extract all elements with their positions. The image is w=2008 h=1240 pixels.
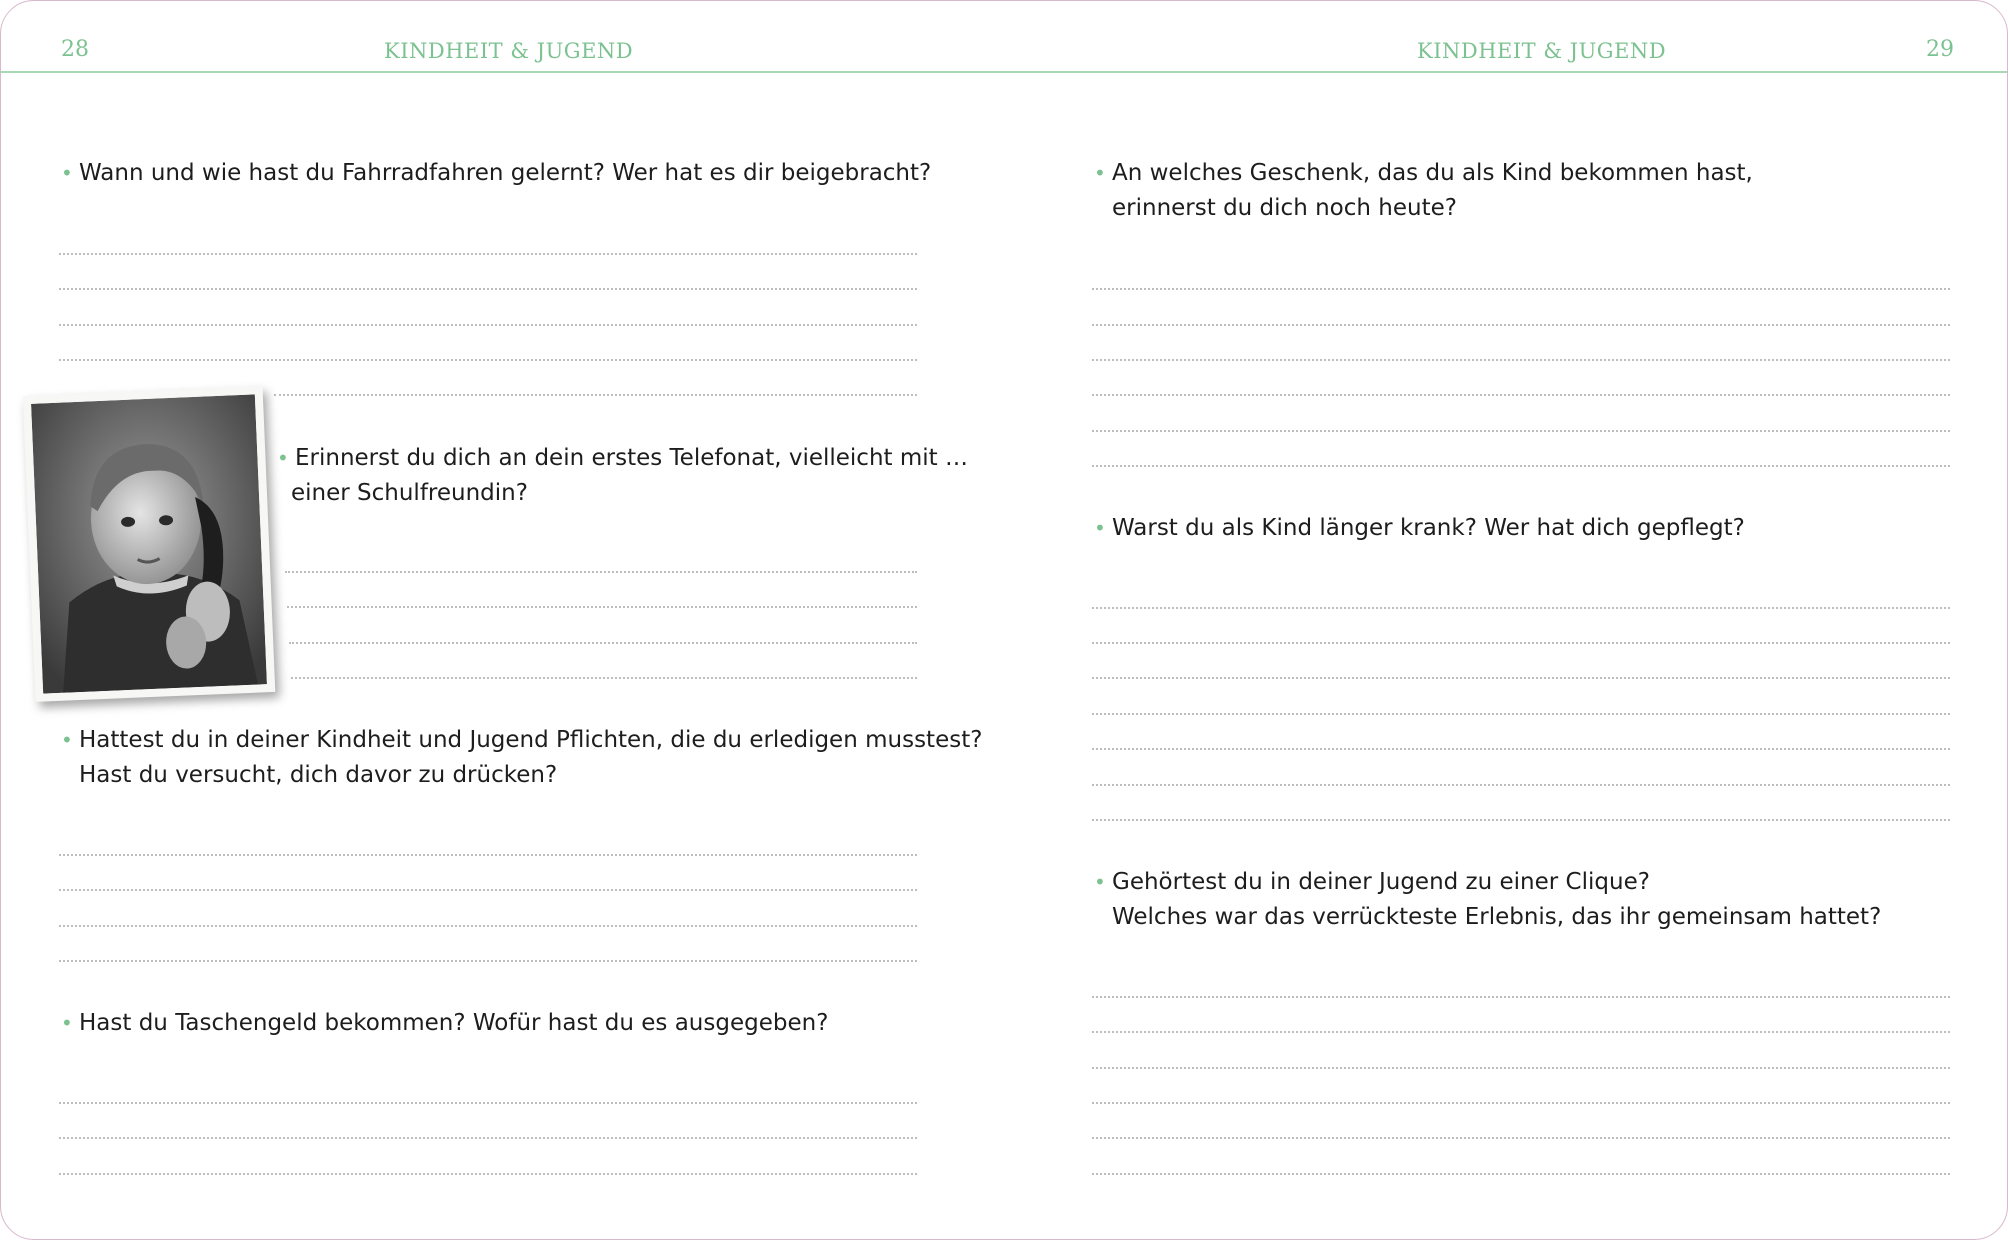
bullet-icon: •	[61, 728, 73, 752]
answer-line[interactable]	[1092, 1102, 1950, 1104]
answer-line[interactable]	[59, 359, 917, 361]
answer-line[interactable]	[59, 324, 917, 326]
question	[61, 1006, 829, 1041]
answer-line[interactable]	[59, 925, 917, 927]
bullet-icon: •	[61, 1011, 73, 1035]
answer-line[interactable]	[1092, 784, 1950, 786]
bullet-icon: •	[1094, 870, 1106, 894]
bullet-icon: •	[1094, 516, 1106, 540]
question-line: erinnerst du dich noch heute?	[1112, 195, 1457, 221]
answer-line[interactable]	[291, 677, 917, 679]
answer-line[interactable]	[1092, 1067, 1950, 1069]
answer-line[interactable]	[1092, 465, 1950, 467]
bullet-icon: •	[277, 446, 289, 470]
answer-line[interactable]	[1092, 1173, 1950, 1175]
question	[1094, 511, 1745, 546]
question-line: Wann und wie hast du Fahrradfahren gelernt? Wer hat es dir beigebracht?	[79, 160, 932, 186]
answer-line[interactable]	[1092, 607, 1950, 609]
answer-line[interactable]	[59, 253, 917, 255]
child-with-telephone-photo-icon	[31, 394, 267, 693]
question	[1094, 865, 1882, 935]
question-line: Welches war das verrückteste Erlebnis, das ihr gemeinsam hattet?	[1112, 904, 1882, 930]
answer-line[interactable]	[59, 1173, 917, 1175]
question	[61, 723, 983, 793]
answer-line[interactable]	[59, 1102, 917, 1104]
answer-line[interactable]	[59, 1137, 917, 1139]
answer-line[interactable]	[1092, 819, 1950, 821]
question-line: Hattest du in deiner Kindheit und Jugend Pflichten, die du erledigen musstest?	[79, 727, 983, 753]
bullet-icon: •	[1094, 161, 1106, 185]
running-head-left: KINDHEIT & JUGEND	[384, 39, 634, 63]
answer-line[interactable]	[1092, 288, 1950, 290]
answer-line[interactable]	[1092, 642, 1950, 644]
answer-line[interactable]	[59, 854, 917, 856]
answer-line[interactable]	[1092, 996, 1950, 998]
photo-frame	[23, 386, 276, 702]
question-line: Warst du als Kind länger krank? Wer hat dich gepflegt?	[1112, 515, 1745, 541]
question	[277, 441, 968, 511]
header-rule	[1, 71, 2008, 73]
question	[61, 156, 932, 191]
question-line: Gehörtest du in deiner Jugend zu einer Clique?	[1112, 869, 1650, 895]
answer-line[interactable]	[1092, 1137, 1950, 1139]
bullet-icon: •	[61, 161, 73, 185]
question-line: An welches Geschenk, das du als Kind bekommen hast,	[1112, 160, 1753, 186]
question	[1094, 156, 1753, 226]
answer-line[interactable]	[1092, 748, 1950, 750]
answer-line[interactable]	[1092, 394, 1950, 396]
answer-line[interactable]	[59, 288, 917, 290]
running-head-right: KINDHEIT & JUGEND	[1417, 39, 1667, 63]
answer-line[interactable]	[1092, 713, 1950, 715]
question-line: Erinnerst du dich an dein erstes Telefonat, vielleicht mit …	[295, 445, 968, 471]
answer-line[interactable]	[59, 960, 917, 962]
question-line: Hast du versucht, dich davor zu drücken?	[79, 762, 558, 788]
answer-line[interactable]	[274, 394, 917, 396]
answer-line[interactable]	[1092, 324, 1950, 326]
page-number-right: 29	[1926, 37, 1954, 62]
answer-line[interactable]	[289, 642, 917, 644]
answer-line[interactable]	[287, 606, 917, 608]
page-number-left: 28	[61, 37, 89, 62]
question-line: Hast du Taschengeld bekommen? Wofür hast du es ausgegeben?	[79, 1010, 829, 1036]
answer-line[interactable]	[59, 889, 917, 891]
answer-line[interactable]	[1092, 430, 1950, 432]
question-line: einer Schulfreundin?	[291, 480, 528, 506]
answer-line[interactable]	[285, 571, 917, 573]
answer-line[interactable]	[1092, 677, 1950, 679]
answer-line[interactable]	[1092, 1031, 1950, 1033]
answer-line[interactable]	[1092, 359, 1950, 361]
